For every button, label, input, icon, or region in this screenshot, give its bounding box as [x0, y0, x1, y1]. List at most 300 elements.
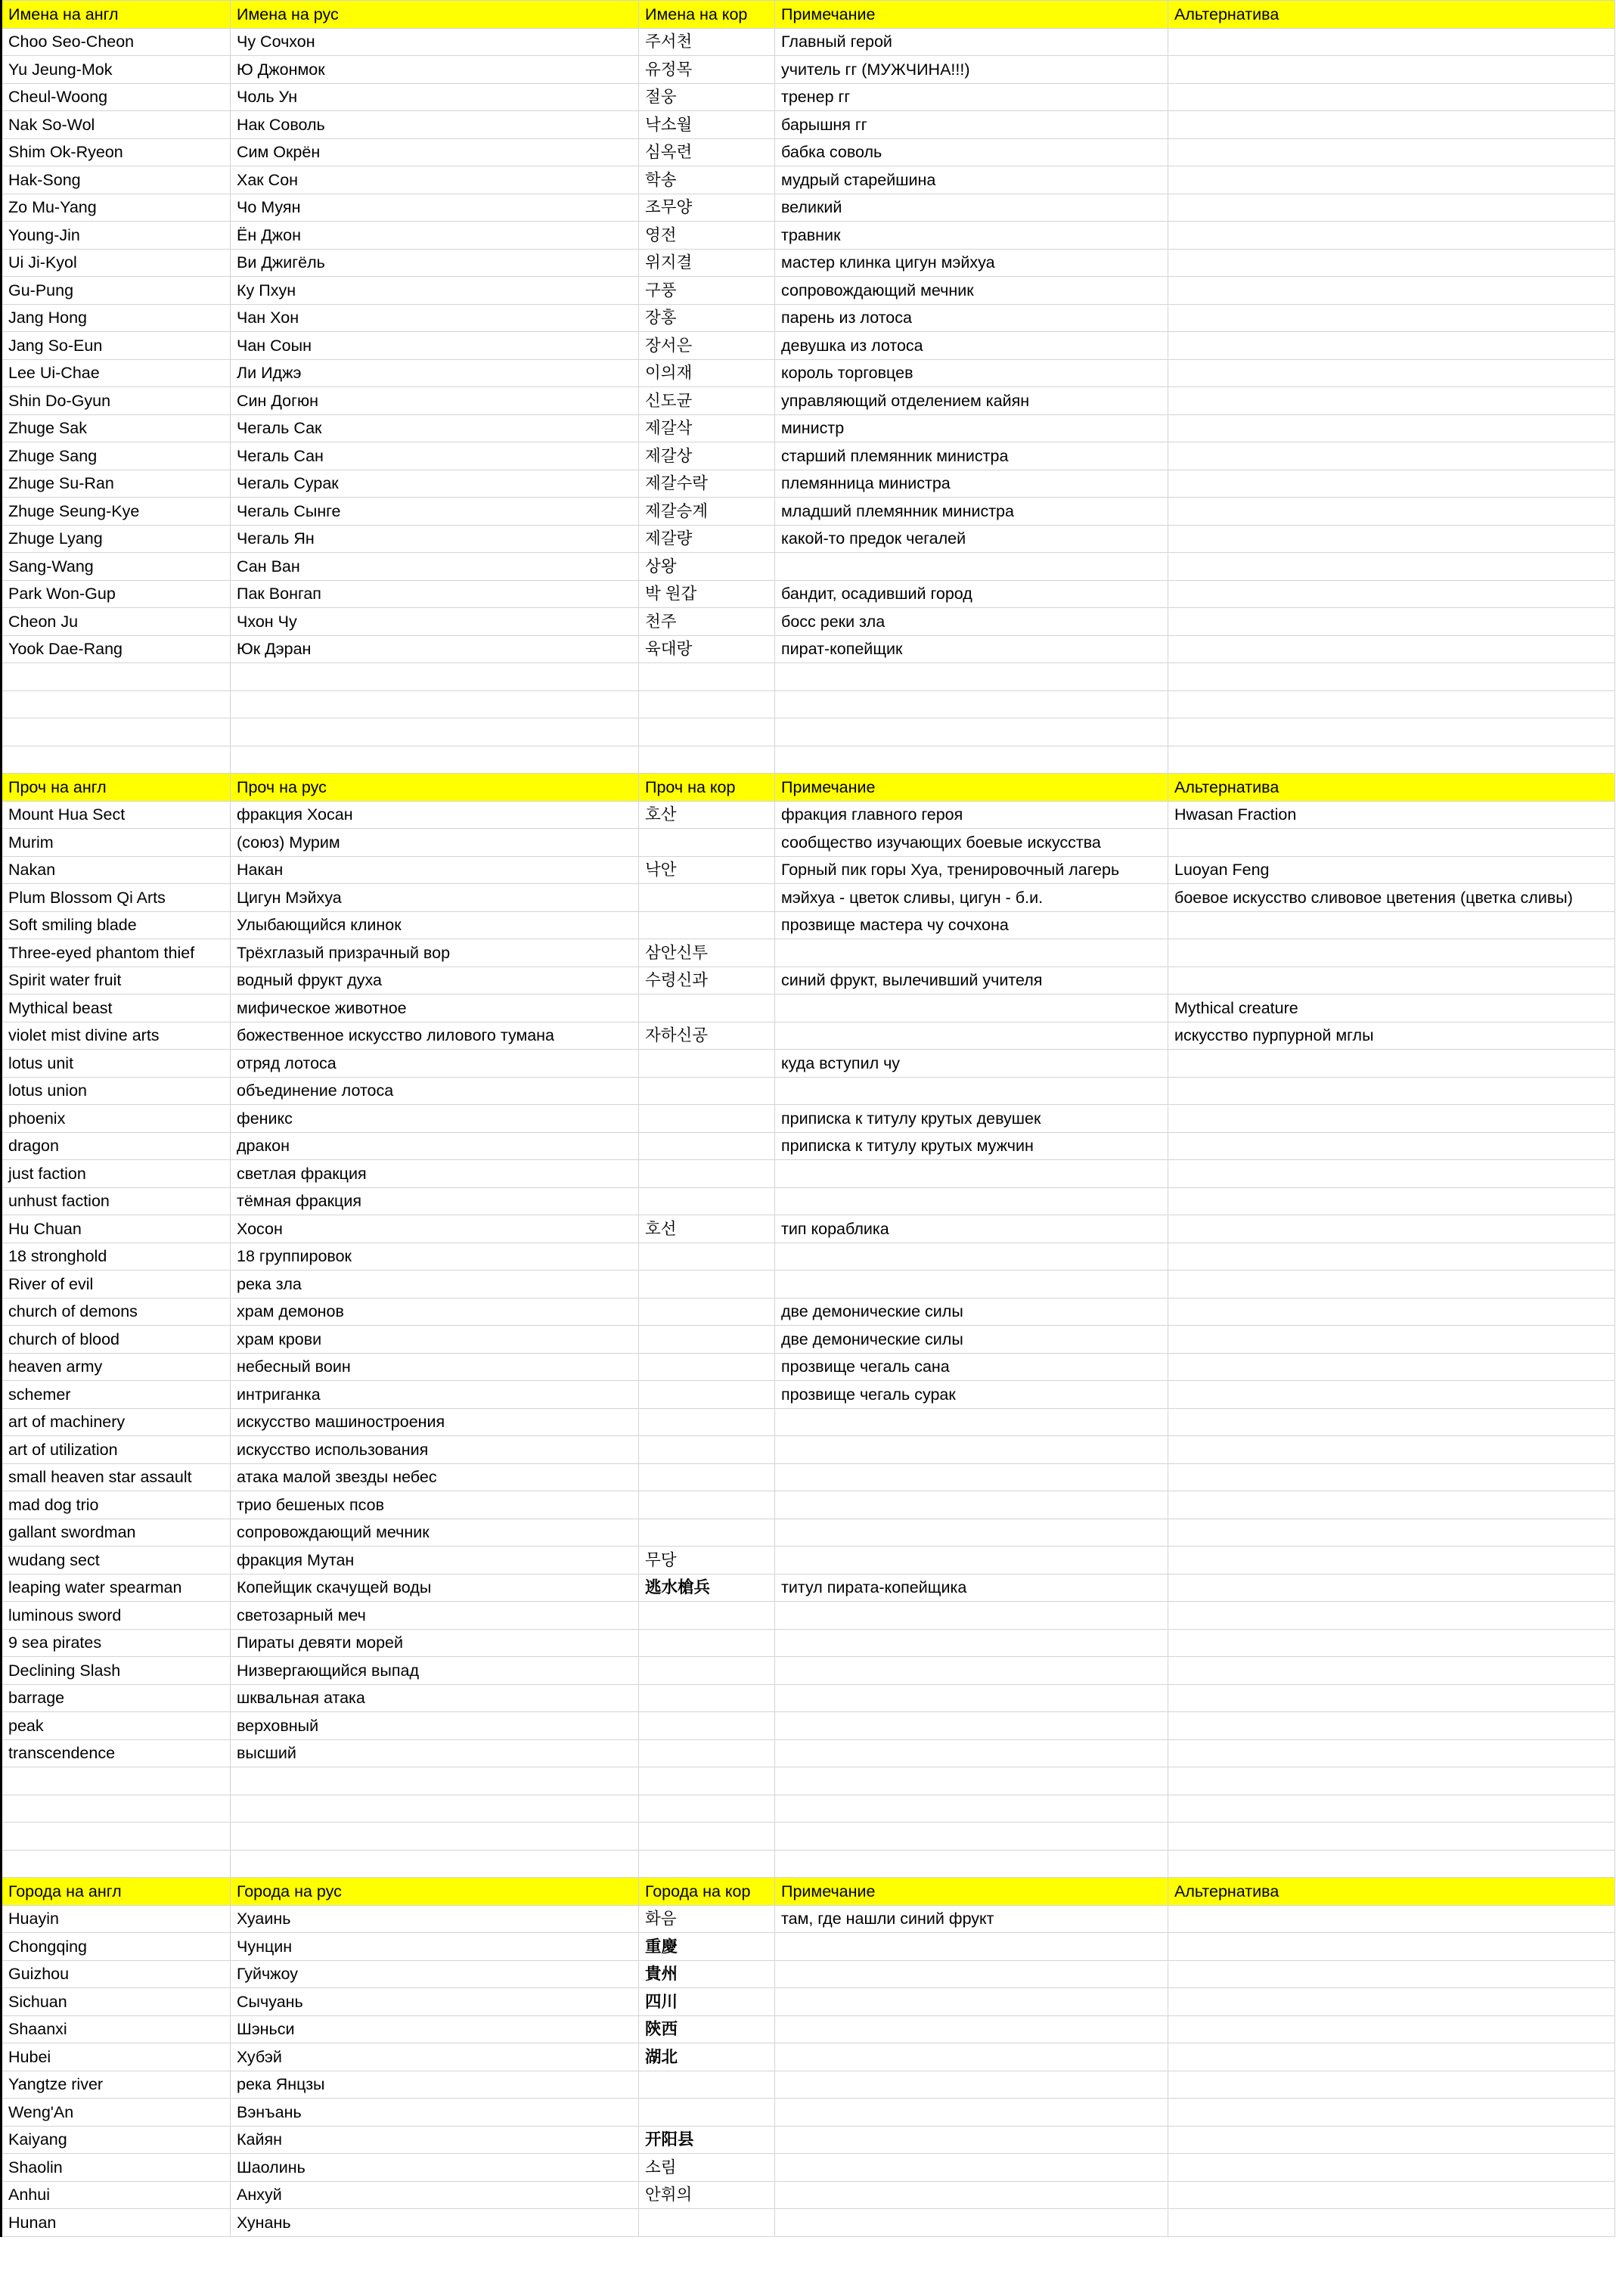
cell-english[interactable]: Sichuan: [2, 1988, 231, 2016]
cell-english[interactable]: Ui Ji-Kyol: [2, 249, 231, 277]
cell-russian[interactable]: дракон: [231, 1132, 639, 1160]
cell-note[interactable]: [775, 1519, 1168, 1547]
cell-alternative[interactable]: [1168, 1519, 1615, 1547]
cell-english[interactable]: Mythical beast: [2, 994, 231, 1022]
cell-russian[interactable]: река Янцзы: [231, 2071, 639, 2099]
cell-note[interactable]: две демонические силы: [775, 1298, 1168, 1326]
cell-russian[interactable]: [231, 746, 639, 774]
cell-russian[interactable]: феникс: [231, 1105, 639, 1133]
cell-english[interactable]: church of demons: [2, 1298, 231, 1326]
cell-note[interactable]: великий: [775, 194, 1168, 222]
cell-korean[interactable]: 자하신공: [639, 1022, 775, 1050]
cell-note[interactable]: Главный герой: [775, 28, 1168, 56]
cell-alternative[interactable]: [1168, 2071, 1615, 2099]
cell-korean[interactable]: 逃水槍兵: [639, 1574, 775, 1602]
cell-english[interactable]: violet mist divine arts: [2, 1022, 231, 1050]
cell-russian[interactable]: божественное искусство лилового тумана: [231, 1022, 639, 1050]
cell-english[interactable]: art of machinery: [2, 1408, 231, 1436]
cell-korean[interactable]: 호산: [639, 801, 775, 829]
cell-alternative[interactable]: [1168, 829, 1615, 857]
cell-russian[interactable]: верховный: [231, 1712, 639, 1740]
cell-english[interactable]: Mount Hua Sect: [2, 801, 231, 829]
cell-korean[interactable]: [639, 2209, 775, 2237]
cell-english[interactable]: [2, 690, 231, 718]
cell-korean[interactable]: [639, 1739, 775, 1767]
cell-korean[interactable]: 조무양: [639, 194, 775, 222]
cell-note[interactable]: тренер гг: [775, 83, 1168, 111]
cell-english[interactable]: Yangtze river: [2, 2071, 231, 2099]
cell-alternative[interactable]: [1168, 1739, 1615, 1767]
cell-russian[interactable]: Чегаль Сынге: [231, 498, 639, 526]
cell-note[interactable]: [775, 2071, 1168, 2099]
cell-alternative[interactable]: [1168, 414, 1615, 442]
cell-note[interactable]: [775, 2015, 1168, 2043]
cell-english[interactable]: Huayin: [2, 1905, 231, 1933]
cell-alternative[interactable]: [1168, 1491, 1615, 1519]
cell-note[interactable]: [775, 1187, 1168, 1215]
cell-korean[interactable]: 貴州: [639, 1960, 775, 1988]
cell-korean[interactable]: [639, 1850, 775, 1878]
cell-russian[interactable]: Чегаль Ян: [231, 525, 639, 553]
cell-note[interactable]: король торговцев: [775, 359, 1168, 387]
cell-russian[interactable]: Ю Джонмок: [231, 56, 639, 84]
cell-note[interactable]: [775, 1436, 1168, 1464]
cell-russian[interactable]: светлая фракция: [231, 1160, 639, 1188]
cell-alternative[interactable]: [1168, 470, 1615, 498]
cell-korean[interactable]: [639, 1712, 775, 1740]
cell-note[interactable]: мудрый старейшина: [775, 166, 1168, 194]
cell-russian[interactable]: отряд лотоса: [231, 1050, 639, 1078]
cell-english[interactable]: church of blood: [2, 1326, 231, 1354]
cell-english[interactable]: Shin Do-Gyun: [2, 387, 231, 415]
cell-alternative[interactable]: [1168, 277, 1615, 305]
cell-russian[interactable]: водный фрукт духа: [231, 966, 639, 994]
cell-russian[interactable]: Хосон: [231, 1215, 639, 1243]
cell-english[interactable]: Choo Seo-Cheon: [2, 28, 231, 56]
cell-korean[interactable]: [639, 1408, 775, 1436]
cell-note[interactable]: травник: [775, 222, 1168, 250]
cell-english[interactable]: Guizhou: [2, 1960, 231, 1988]
cell-alternative[interactable]: [1168, 1767, 1615, 1795]
cell-note[interactable]: сопровождающий мечник: [775, 277, 1168, 305]
cell-russian[interactable]: река зла: [231, 1271, 639, 1298]
cell-note[interactable]: [775, 1271, 1168, 1298]
cell-alternative[interactable]: [1168, 1850, 1615, 1878]
cell-russian[interactable]: атака малой звезды небес: [231, 1463, 639, 1491]
cell-korean[interactable]: 위지결: [639, 249, 775, 277]
cell-korean[interactable]: [639, 663, 775, 691]
cell-english[interactable]: 9 sea pirates: [2, 1629, 231, 1657]
cell-korean[interactable]: [639, 1105, 775, 1133]
cell-russian[interactable]: тёмная фракция: [231, 1187, 639, 1215]
cell-korean[interactable]: 주서천: [639, 28, 775, 56]
header-cell-note[interactable]: Примечание: [775, 1878, 1168, 1906]
cell-korean[interactable]: [639, 1077, 775, 1105]
cell-note[interactable]: министр: [775, 414, 1168, 442]
cell-english[interactable]: mad dog trio: [2, 1491, 231, 1519]
cell-english[interactable]: Declining Slash: [2, 1657, 231, 1685]
cell-russian[interactable]: высший: [231, 1739, 639, 1767]
header-cell-english[interactable]: Проч на англ: [2, 774, 231, 802]
cell-note[interactable]: [775, 1629, 1168, 1657]
cell-korean[interactable]: 开阳县: [639, 2126, 775, 2154]
cell-korean[interactable]: 화음: [639, 1905, 775, 1933]
cell-note[interactable]: две демонические силы: [775, 1326, 1168, 1354]
cell-alternative[interactable]: [1168, 1243, 1615, 1271]
cell-note[interactable]: прозвище чегаль сана: [775, 1353, 1168, 1381]
cell-russian[interactable]: Низвергающийся выпад: [231, 1657, 639, 1685]
cell-korean[interactable]: 湖北: [639, 2043, 775, 2071]
cell-alternative[interactable]: [1168, 2099, 1615, 2127]
cell-russian[interactable]: Шаолинь: [231, 2154, 639, 2182]
cell-russian[interactable]: искусство машиностроения: [231, 1408, 639, 1436]
cell-alternative[interactable]: [1168, 56, 1615, 84]
cell-english[interactable]: Young-Jin: [2, 222, 231, 250]
cell-alternative[interactable]: [1168, 1657, 1615, 1685]
cell-note[interactable]: [775, 2126, 1168, 2154]
cell-korean[interactable]: [639, 690, 775, 718]
cell-alternative[interactable]: [1168, 2209, 1615, 2237]
cell-alternative[interactable]: [1168, 1187, 1615, 1215]
cell-note[interactable]: [775, 746, 1168, 774]
cell-korean[interactable]: 소림: [639, 2154, 775, 2182]
cell-russian[interactable]: мифическое животное: [231, 994, 639, 1022]
cell-alternative[interactable]: [1168, 966, 1615, 994]
cell-alternative[interactable]: [1168, 1547, 1615, 1575]
header-cell-korean[interactable]: Проч на кор: [639, 774, 775, 802]
cell-note[interactable]: парень из лотоса: [775, 304, 1168, 332]
cell-english[interactable]: Shaolin: [2, 2154, 231, 2182]
cell-korean[interactable]: 신도균: [639, 387, 775, 415]
cell-korean[interactable]: 천주: [639, 608, 775, 636]
cell-note[interactable]: барышня гг: [775, 111, 1168, 139]
cell-alternative[interactable]: [1168, 2154, 1615, 2182]
cell-english[interactable]: Nak So-Wol: [2, 111, 231, 139]
cell-alternative[interactable]: [1168, 1463, 1615, 1491]
cell-note[interactable]: учитель гг (МУЖЧИНА!!!): [775, 56, 1168, 84]
cell-alternative[interactable]: [1168, 1271, 1615, 1298]
cell-korean[interactable]: [639, 1602, 775, 1630]
cell-note[interactable]: [775, 1491, 1168, 1519]
cell-note[interactable]: [775, 1547, 1168, 1575]
cell-alternative[interactable]: [1168, 2043, 1615, 2071]
cell-english[interactable]: Park Won-Gup: [2, 580, 231, 608]
cell-note[interactable]: прозвище чегаль сурак: [775, 1381, 1168, 1409]
cell-korean[interactable]: [639, 1657, 775, 1685]
cell-note[interactable]: племянница министра: [775, 470, 1168, 498]
cell-korean[interactable]: 제갈량: [639, 525, 775, 553]
cell-note[interactable]: девушка из лотоса: [775, 332, 1168, 360]
cell-english[interactable]: Hak-Song: [2, 166, 231, 194]
cell-alternative[interactable]: [1168, 1988, 1615, 2016]
cell-note[interactable]: [775, 1823, 1168, 1851]
cell-russian[interactable]: Трёхглазый призрачный вор: [231, 939, 639, 967]
cell-russian[interactable]: [231, 1850, 639, 1878]
cell-note[interactable]: [775, 1767, 1168, 1795]
header-cell-russian[interactable]: Проч на рус: [231, 774, 639, 802]
cell-korean[interactable]: [639, 1519, 775, 1547]
cell-korean[interactable]: 낙안: [639, 856, 775, 884]
cell-english[interactable]: dragon: [2, 1132, 231, 1160]
cell-korean[interactable]: [639, 718, 775, 746]
cell-korean[interactable]: 육대랑: [639, 635, 775, 663]
cell-russian[interactable]: шквальная атака: [231, 1684, 639, 1712]
cell-note[interactable]: бабка соволь: [775, 138, 1168, 166]
cell-alternative[interactable]: [1168, 498, 1615, 526]
cell-russian[interactable]: Хунань: [231, 2209, 639, 2237]
cell-russian[interactable]: [231, 1823, 639, 1851]
cell-russian[interactable]: [231, 718, 639, 746]
cell-russian[interactable]: храм демонов: [231, 1298, 639, 1326]
cell-note[interactable]: младший племянник министра: [775, 498, 1168, 526]
cell-russian[interactable]: искусство использования: [231, 1436, 639, 1464]
cell-alternative[interactable]: искусство пурпурной мглы: [1168, 1022, 1615, 1050]
cell-russian[interactable]: Цигун Мэйхуа: [231, 884, 639, 912]
cell-korean[interactable]: [639, 884, 775, 912]
cell-korean[interactable]: 영전: [639, 222, 775, 250]
cell-note[interactable]: пират-копейщик: [775, 635, 1168, 663]
cell-english[interactable]: schemer: [2, 1381, 231, 1409]
cell-russian[interactable]: Чан Соын: [231, 332, 639, 360]
cell-korean[interactable]: 박 원갑: [639, 580, 775, 608]
cell-alternative[interactable]: [1168, 1629, 1615, 1657]
cell-english[interactable]: Three-eyed phantom thief: [2, 939, 231, 967]
cell-english[interactable]: Hu Chuan: [2, 1215, 231, 1243]
cell-note[interactable]: [775, 1712, 1168, 1740]
cell-alternative[interactable]: [1168, 608, 1615, 636]
cell-english[interactable]: [2, 663, 231, 691]
cell-note[interactable]: синий фрукт, вылечивший учителя: [775, 966, 1168, 994]
cell-note[interactable]: [775, 1160, 1168, 1188]
cell-korean[interactable]: [639, 1298, 775, 1326]
cell-russian[interactable]: сопровождающий мечник: [231, 1519, 639, 1547]
cell-korean[interactable]: 상왕: [639, 553, 775, 581]
cell-note[interactable]: [775, 1602, 1168, 1630]
cell-note[interactable]: [775, 1850, 1168, 1878]
cell-russian[interactable]: Кайян: [231, 2126, 639, 2154]
cell-english[interactable]: [2, 1823, 231, 1851]
cell-english[interactable]: peak: [2, 1712, 231, 1740]
cell-note[interactable]: там, где нашли синий фрукт: [775, 1905, 1168, 1933]
cell-russian[interactable]: объединение лотоса: [231, 1077, 639, 1105]
cell-english[interactable]: luminous sword: [2, 1602, 231, 1630]
cell-korean[interactable]: [639, 1326, 775, 1354]
cell-korean[interactable]: [639, 911, 775, 939]
cell-korean[interactable]: 重慶: [639, 1933, 775, 1961]
cell-korean[interactable]: 제갈수락: [639, 470, 775, 498]
cell-russian[interactable]: трио бешеных псов: [231, 1491, 639, 1519]
cell-note[interactable]: [775, 1022, 1168, 1050]
cell-russian[interactable]: Анхуй: [231, 2181, 639, 2209]
cell-english[interactable]: barrage: [2, 1684, 231, 1712]
cell-korean[interactable]: [639, 1629, 775, 1657]
cell-english[interactable]: art of utilization: [2, 1436, 231, 1464]
cell-alternative[interactable]: [1168, 746, 1615, 774]
cell-alternative[interactable]: [1168, 635, 1615, 663]
cell-note[interactable]: сообщество изучающих боевые искусства: [775, 829, 1168, 857]
cell-alternative[interactable]: [1168, 525, 1615, 553]
cell-alternative[interactable]: [1168, 718, 1615, 746]
cell-alternative[interactable]: [1168, 553, 1615, 581]
cell-korean[interactable]: 제갈삭: [639, 414, 775, 442]
cell-alternative[interactable]: [1168, 1684, 1615, 1712]
cell-russian[interactable]: Сан Ван: [231, 553, 639, 581]
cell-korean[interactable]: [639, 1050, 775, 1078]
cell-alternative[interactable]: [1168, 304, 1615, 332]
cell-note[interactable]: [775, 553, 1168, 581]
cell-note[interactable]: прозвище мастера чу сочхона: [775, 911, 1168, 939]
cell-english[interactable]: Zo Mu-Yang: [2, 194, 231, 222]
cell-note[interactable]: [775, 663, 1168, 691]
cell-english[interactable]: unhust faction: [2, 1187, 231, 1215]
cell-english[interactable]: gallant swordman: [2, 1519, 231, 1547]
cell-note[interactable]: [775, 1657, 1168, 1685]
cell-english[interactable]: Cheon Ju: [2, 608, 231, 636]
cell-russian[interactable]: Нак Соволь: [231, 111, 639, 139]
cell-alternative[interactable]: [1168, 911, 1615, 939]
cell-korean[interactable]: 무당: [639, 1547, 775, 1575]
cell-note[interactable]: [775, 1243, 1168, 1271]
cell-note[interactable]: [775, 718, 1168, 746]
cell-alternative[interactable]: [1168, 1712, 1615, 1740]
cell-note[interactable]: мэйхуа - цветок сливы, цигун - б.и.: [775, 884, 1168, 912]
cell-alternative[interactable]: [1168, 1298, 1615, 1326]
cell-korean[interactable]: 안휘의: [639, 2181, 775, 2209]
cell-english[interactable]: leaping water spearman: [2, 1574, 231, 1602]
cell-note[interactable]: бандит, осадивший город: [775, 580, 1168, 608]
cell-alternative[interactable]: [1168, 1905, 1615, 1933]
cell-korean[interactable]: 제갈상: [639, 442, 775, 470]
cell-alternative[interactable]: [1168, 663, 1615, 691]
cell-note[interactable]: босс реки зла: [775, 608, 1168, 636]
cell-alternative[interactable]: [1168, 939, 1615, 967]
cell-note[interactable]: куда вступил чу: [775, 1050, 1168, 1078]
cell-alternative[interactable]: [1168, 690, 1615, 718]
cell-korean[interactable]: [639, 1353, 775, 1381]
cell-korean[interactable]: 유정목: [639, 56, 775, 84]
cell-english[interactable]: Jang Hong: [2, 304, 231, 332]
cell-alternative[interactable]: [1168, 1353, 1615, 1381]
cell-alternative[interactable]: [1168, 138, 1615, 166]
cell-english[interactable]: River of evil: [2, 1271, 231, 1298]
cell-korean[interactable]: 학송: [639, 166, 775, 194]
cell-korean[interactable]: [639, 1436, 775, 1464]
cell-note[interactable]: титул пирата-копейщика: [775, 1574, 1168, 1602]
header-cell-english[interactable]: Города на англ: [2, 1878, 231, 1906]
header-cell-alternative[interactable]: Альтернатива: [1168, 1878, 1615, 1906]
cell-korean[interactable]: [639, 1271, 775, 1298]
cell-russian[interactable]: Хуаинь: [231, 1905, 639, 1933]
cell-russian[interactable]: интриганка: [231, 1381, 639, 1409]
cell-russian[interactable]: [231, 690, 639, 718]
cell-english[interactable]: Hubei: [2, 2043, 231, 2071]
cell-note[interactable]: [775, 690, 1168, 718]
cell-russian[interactable]: Чегаль Сурак: [231, 470, 639, 498]
cell-note[interactable]: [775, 2043, 1168, 2071]
cell-korean[interactable]: 수령신과: [639, 966, 775, 994]
cell-alternative[interactable]: [1168, 442, 1615, 470]
cell-note[interactable]: [775, 1795, 1168, 1823]
cell-russian[interactable]: Пираты девяти морей: [231, 1629, 639, 1657]
cell-english[interactable]: Chongqing: [2, 1933, 231, 1961]
cell-russian[interactable]: Ви Джигёль: [231, 249, 639, 277]
cell-alternative[interactable]: [1168, 1215, 1615, 1243]
cell-note[interactable]: [775, 1933, 1168, 1961]
cell-english[interactable]: Zhuge Sang: [2, 442, 231, 470]
cell-alternative[interactable]: Luoyan Feng: [1168, 856, 1615, 884]
cell-russian[interactable]: Юк Дэран: [231, 635, 639, 663]
cell-english[interactable]: Weng'An: [2, 2099, 231, 2127]
cell-korean[interactable]: 호선: [639, 1215, 775, 1243]
cell-note[interactable]: [775, 1463, 1168, 1491]
cell-korean[interactable]: 陝西: [639, 2015, 775, 2043]
cell-korean[interactable]: [639, 1463, 775, 1491]
cell-alternative[interactable]: [1168, 1077, 1615, 1105]
header-cell-alternative[interactable]: Альтернатива: [1168, 774, 1615, 802]
header-cell-russian[interactable]: Города на рус: [231, 1878, 639, 1906]
cell-english[interactable]: Plum Blossom Qi Arts: [2, 884, 231, 912]
header-cell-korean[interactable]: Города на кор: [639, 1878, 775, 1906]
cell-russian[interactable]: Чегаль Сан: [231, 442, 639, 470]
cell-alternative[interactable]: [1168, 1105, 1615, 1133]
cell-english[interactable]: Murim: [2, 829, 231, 857]
cell-russian[interactable]: Накан: [231, 856, 639, 884]
cell-alternative[interactable]: [1168, 1381, 1615, 1409]
cell-alternative[interactable]: [1168, 1933, 1615, 1961]
header-cell-alternative[interactable]: Альтернатива: [1168, 1, 1615, 29]
cell-russian[interactable]: Ку Пхун: [231, 277, 639, 305]
cell-alternative[interactable]: боевое искусство сливовое цветения (цветка сливы): [1168, 884, 1615, 912]
cell-english[interactable]: Spirit water fruit: [2, 966, 231, 994]
cell-note[interactable]: приписка к титулу крутых мужчин: [775, 1132, 1168, 1160]
cell-russian[interactable]: Вэнъань: [231, 2099, 639, 2127]
cell-english[interactable]: Zhuge Sak: [2, 414, 231, 442]
cell-english[interactable]: Zhuge Su-Ran: [2, 470, 231, 498]
cell-russian[interactable]: Хубэй: [231, 2043, 639, 2071]
cell-russian[interactable]: [231, 1767, 639, 1795]
cell-alternative[interactable]: [1168, 1795, 1615, 1823]
header-cell-note[interactable]: Примечание: [775, 774, 1168, 802]
cell-russian[interactable]: фракция Мутан: [231, 1547, 639, 1575]
cell-alternative[interactable]: [1168, 1574, 1615, 1602]
cell-english[interactable]: [2, 1795, 231, 1823]
cell-russian[interactable]: Чегаль Сак: [231, 414, 639, 442]
cell-alternative[interactable]: [1168, 194, 1615, 222]
cell-korean[interactable]: 四川: [639, 1988, 775, 2016]
cell-note[interactable]: какой-то предок чегалей: [775, 525, 1168, 553]
cell-note[interactable]: [775, 994, 1168, 1022]
cell-alternative[interactable]: [1168, 1132, 1615, 1160]
cell-alternative[interactable]: [1168, 2181, 1615, 2209]
cell-korean[interactable]: [639, 1381, 775, 1409]
cell-russian[interactable]: Чан Хон: [231, 304, 639, 332]
cell-note[interactable]: [775, 2099, 1168, 2127]
cell-korean[interactable]: 이의재: [639, 359, 775, 387]
cell-note[interactable]: [775, 1408, 1168, 1436]
cell-english[interactable]: Sang-Wang: [2, 553, 231, 581]
cell-english[interactable]: heaven army: [2, 1353, 231, 1381]
cell-russian[interactable]: Улыбающийся клинок: [231, 911, 639, 939]
cell-alternative[interactable]: [1168, 1960, 1615, 1988]
cell-note[interactable]: фракция главного героя: [775, 801, 1168, 829]
cell-english[interactable]: Nakan: [2, 856, 231, 884]
cell-english[interactable]: Yook Dae-Rang: [2, 635, 231, 663]
cell-russian[interactable]: Хак Сон: [231, 166, 639, 194]
cell-alternative[interactable]: [1168, 2126, 1615, 2154]
cell-korean[interactable]: [639, 2071, 775, 2099]
cell-alternative[interactable]: [1168, 28, 1615, 56]
cell-russian[interactable]: Сим Окрён: [231, 138, 639, 166]
